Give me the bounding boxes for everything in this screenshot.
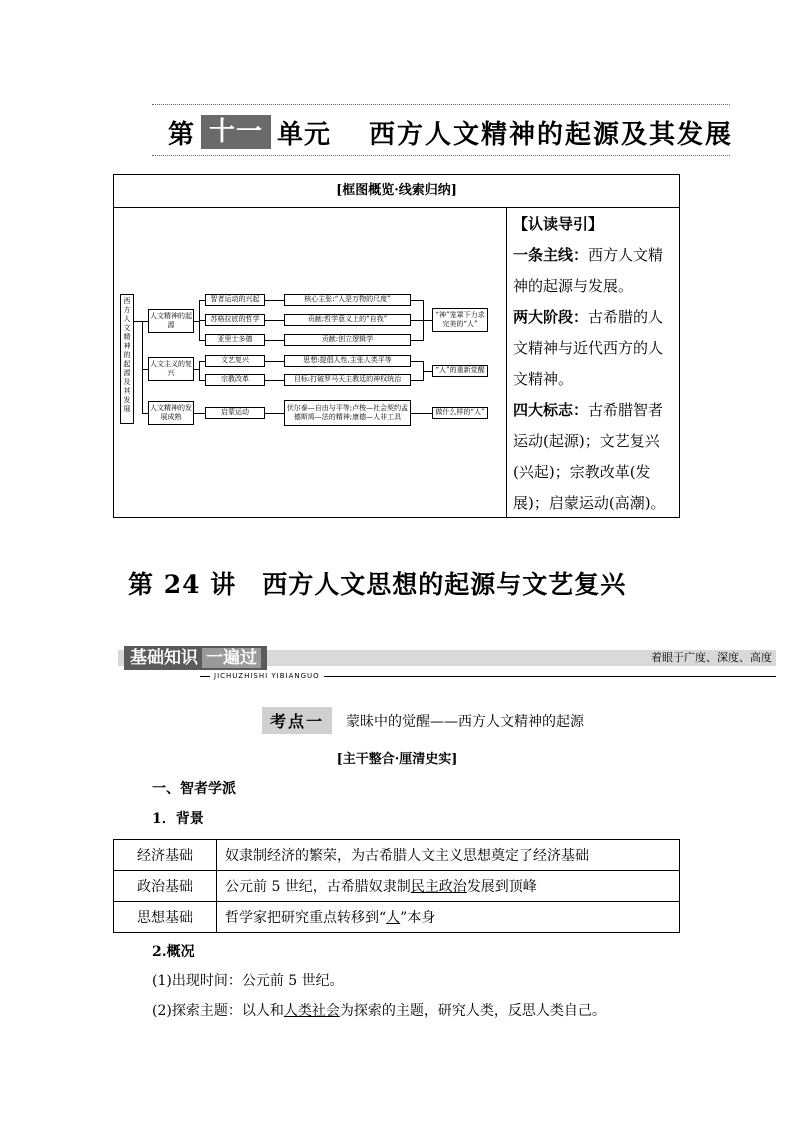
table-cell-key: 思想基础 bbox=[114, 902, 217, 933]
diagram-stage-maturity: 人文精神的发展成熟 bbox=[148, 401, 194, 425]
framework-box bbox=[113, 174, 680, 518]
header-dotted-rule-bottom bbox=[152, 155, 730, 156]
section-banner bbox=[118, 646, 776, 670]
diagram-item-socrates: 苏格拉底的哲学 bbox=[205, 314, 265, 326]
diagram-content-socrates: 贡献:哲学意义上的“自我” bbox=[284, 314, 411, 326]
table-cell-value: 公元前 5 世纪，古希腊奴隶制民主政治发展到顶峰 bbox=[217, 871, 680, 902]
diagram-stage-origin: 人文精神的起源 bbox=[148, 309, 194, 333]
table-cell-value: 奴隶制经济的繁荣，为古希腊人文主义思想奠定了经济基础 bbox=[217, 840, 680, 871]
unit-title bbox=[168, 112, 733, 152]
framework-diagram bbox=[114, 207, 507, 518]
banner-label-accent: 一遍过 bbox=[202, 648, 261, 668]
section-heading-sophists: 一、智者学派 bbox=[152, 781, 236, 797]
diagram-content-renaissance: 思想:提倡人性,主张人类平等 bbox=[284, 355, 411, 367]
diagram-result-revival: “人”的重新觉醒 bbox=[432, 365, 488, 377]
guide-marks-value: 古希腊智者运动(起源)；文艺复兴(兴起)；宗教改革(发展)；启蒙运动(高潮)。 bbox=[513, 401, 666, 512]
diagram-result-origin: “神”笼罩下力求完美的“人” bbox=[432, 308, 488, 332]
guide-mainline-key: 一条主线： bbox=[513, 246, 589, 264]
section-subheading: [主干整合·厘清史实] bbox=[336, 752, 458, 767]
header-dotted-rule-top bbox=[152, 104, 730, 105]
keypoint-tag: 考点一 bbox=[262, 707, 332, 734]
overview-time: (1)出现时间：公元前 5 世纪。 bbox=[152, 973, 344, 989]
table-cell-key: 经济基础 bbox=[114, 840, 217, 871]
guide-marks-key: 四大标志： bbox=[513, 401, 589, 419]
banner-label-text: 基础知识 bbox=[130, 648, 198, 668]
diagram-content-sophist: 核心主张:“人是万物的尺度” bbox=[284, 294, 411, 306]
diagram-item-enlightenment: 启蒙运动 bbox=[205, 407, 265, 419]
unit-number: 十一 bbox=[201, 115, 271, 149]
banner-label bbox=[124, 646, 267, 670]
diagram-root: 西方人文精神的起源及其发展 bbox=[120, 294, 134, 424]
diagram-content-enlightenment: 伏尔泰—自由与平等;卢梭—社会契约孟德斯鸠—法的精神;康德—人非工具 bbox=[284, 400, 411, 426]
diagram-content-aristotle: 贡献:创立逻辑学 bbox=[284, 334, 411, 346]
section-heading-background: 1．背景 bbox=[152, 811, 204, 827]
unit-prefix: 第 bbox=[168, 119, 196, 150]
lesson-title: 第 24 讲 西方人文思想的起源与文艺复兴 bbox=[128, 570, 627, 599]
reading-guide bbox=[513, 209, 677, 519]
guide-stages-value: 古希腊的人文精神与近代西方的人文精神。 bbox=[513, 308, 664, 388]
table-row bbox=[114, 871, 680, 902]
overview-theme: (2)探索主题：以人和人类社会为探索的主题，研究人类，反思人类自己。 bbox=[152, 1003, 606, 1019]
diagram-item-reformation: 宗教改革 bbox=[205, 374, 265, 386]
diagram-item-renaissance: 文艺复兴 bbox=[205, 355, 265, 367]
table-row bbox=[114, 902, 680, 933]
unit-subject: 西方人文精神的起源及其发展 bbox=[369, 119, 734, 150]
keypoint-heading bbox=[262, 707, 584, 734]
table-cell-value: 哲学家把研究重点转移到“人”本身 bbox=[217, 902, 680, 933]
guide-stages-key: 两大阶段： bbox=[513, 308, 589, 326]
diagram-stage-revival: 人文主义的复兴 bbox=[148, 357, 194, 381]
table-row bbox=[114, 840, 680, 871]
unit-suffix: 单元 bbox=[277, 119, 332, 150]
table-cell-key: 政治基础 bbox=[114, 871, 217, 902]
framework-heading: [框图概览·线索归纳] bbox=[114, 175, 679, 208]
section-heading-overview: 2.概况 bbox=[152, 944, 195, 960]
banner-pinyin: JICHUZHISHI YIBIANGUO bbox=[210, 672, 324, 680]
keypoint-text: 蒙昧中的觉醒——西方人文精神的起源 bbox=[346, 713, 585, 730]
guide-mainline-value: 西方人文精神的起源与发展。 bbox=[513, 246, 664, 295]
diagram-item-aristotle: 亚里士多德 bbox=[205, 334, 265, 346]
guide-title: 【认读导引】 bbox=[513, 215, 604, 233]
diagram-result-maturity: 做什么样的“人” bbox=[432, 407, 488, 419]
diagram-content-reformation: 目标:打破罗马天主教廷的神权统治 bbox=[284, 374, 411, 386]
diagram-item-sophist: 智者运动的兴起 bbox=[205, 294, 265, 306]
banner-motto: 着眼于广度、深度、高度 bbox=[651, 651, 772, 664]
background-table bbox=[113, 839, 680, 933]
